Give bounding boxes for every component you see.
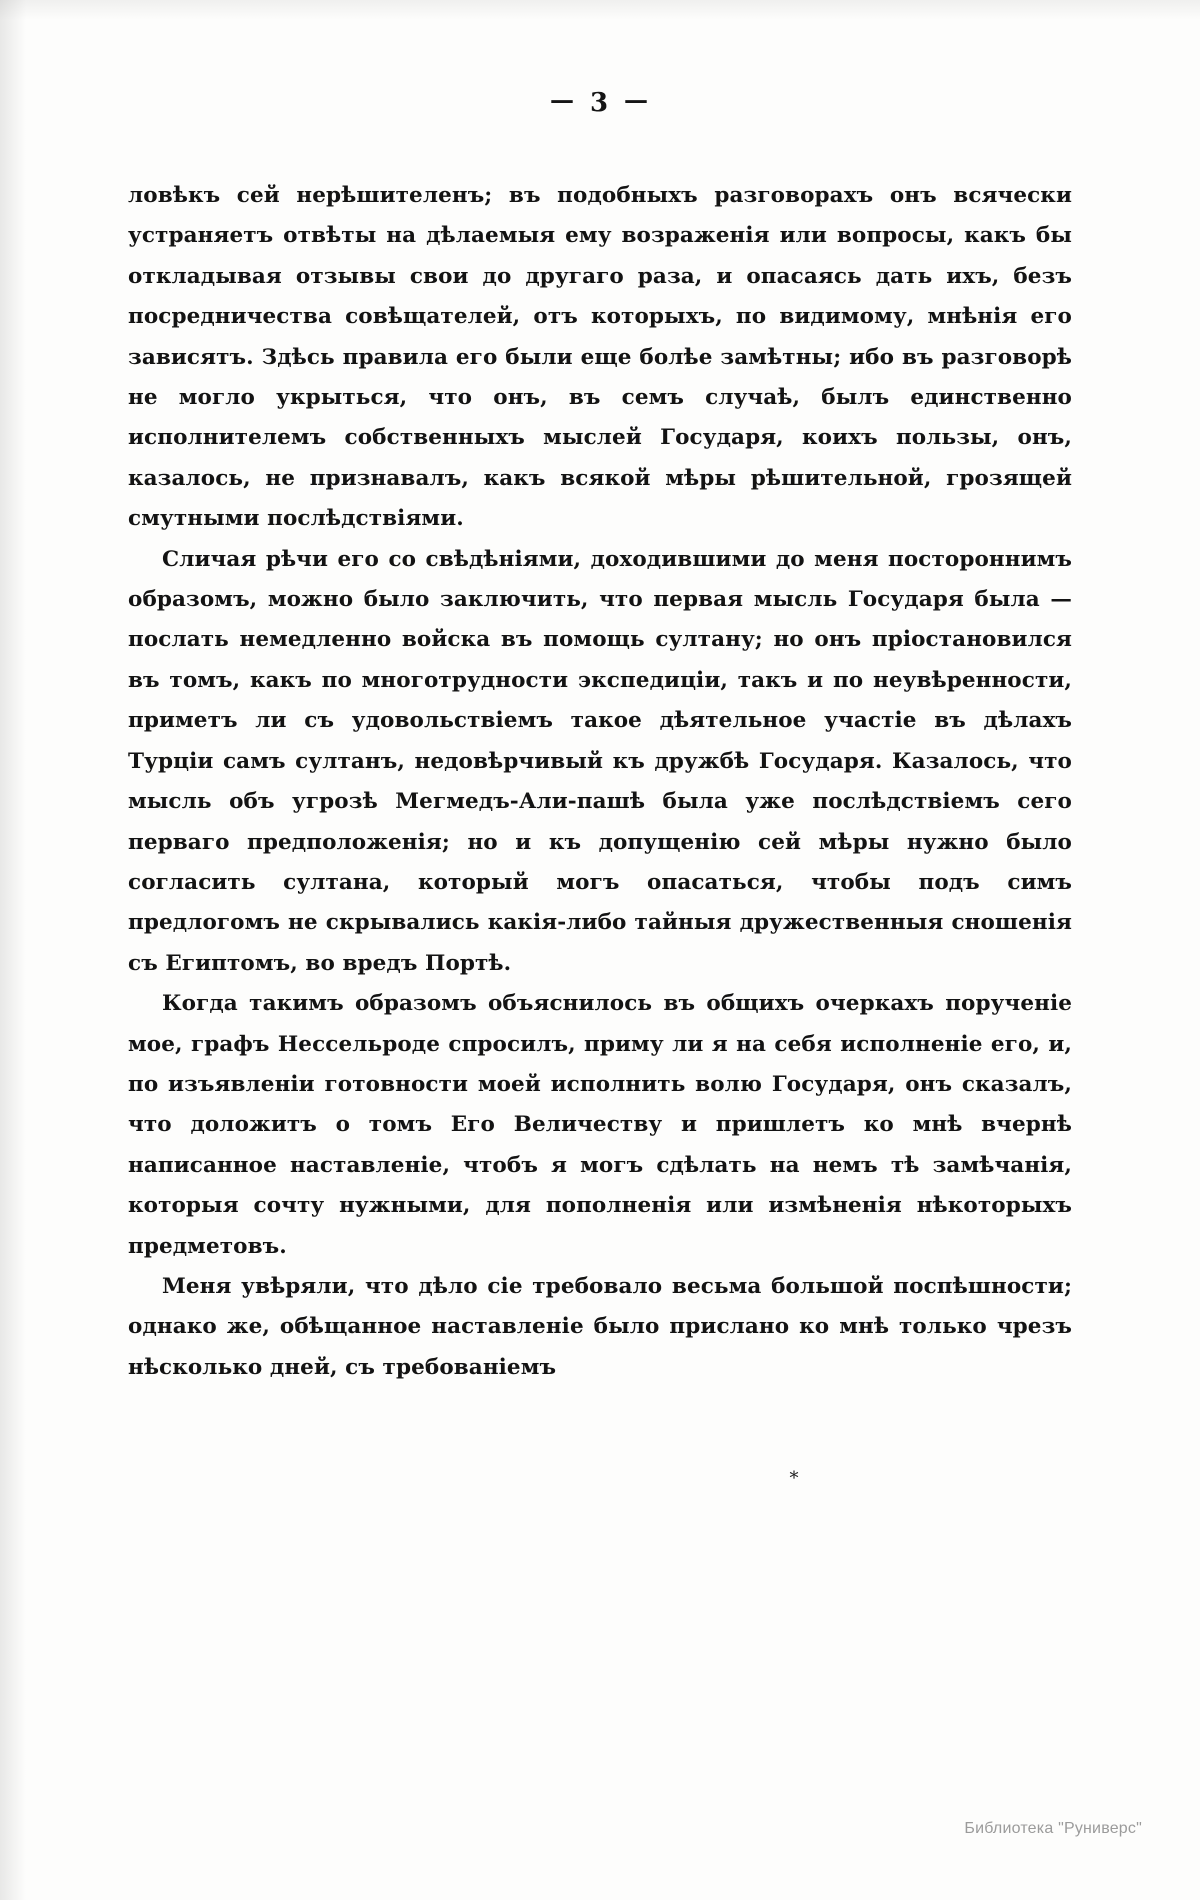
scan-edge-shadow-top: [0, 0, 1200, 20]
footnote-asterisk-glyph: *: [789, 1468, 799, 1489]
footnote-asterisk: [0, 1468, 1200, 1489]
header-dash-left: —: [549, 85, 576, 114]
paragraph-1: ловѣкъ сей нерѣшителенъ; въ подобныхъ разговорахъ онъ всячески устраняетъ отвѣты на дѣлаемыя ему возраженія или вопросы, какъ бы откладывая отзывы свои до другаго раза, и опасаясь дать ихъ, безъ посредничества совѣщателей, отъ которыхъ, по видимому, мнѣнія его зависятъ. Здѣсь правила его были еще болѣе замѣтны; ибо въ разговорѣ не могло укрыться, что онъ, въ семъ случаѣ, былъ единственно исполнителемъ собственныхъ мыслей Государя, коихъ пользы, онъ, казалось, не признавалъ, какъ всякой мѣры рѣшительной, грозящей смутными послѣдствіями.: [128, 183, 1072, 532]
paragraph-2: Сличая рѣчи его со свѣдѣніями, доходившими до меня постороннимъ образомъ, можно было заключить, что первая мысль Государя была — послать немедленно войска въ помощь султану; но онъ пріостановился въ томъ, какъ по многотрудности экспедиціи, такъ и по неувѣренности, приметъ ли съ удовольствіемъ такое дѣятельное участіе въ дѣлахъ Турціи самъ султанъ, недовѣрчивый къ дружбѣ Государя. Казалось, что мысль объ угрозѣ Мегмедъ-Али-пашѣ была уже послѣдствіемъ сего перваго предположенія; но и къ допущенію сей мѣры нужно было согласить султана, который могъ опасаться, чтобы подъ симъ предлогомъ не скрывались какія-либо тайныя дружественныя сношенія съ Египтомъ, во вредъ Портѣ.: [128, 546, 1072, 976]
paragraph-4: Меня увѣряли, что дѣло сіе требовало весьма большой поспѣшности; однако же, обѣщанное наставленіе было прислано ко мнѣ только чрезъ нѣсколько дней, съ требованіемъ: [128, 1273, 1072, 1380]
page-number: 3: [589, 88, 611, 118]
header-dash-right: —: [624, 85, 651, 114]
library-watermark: Библиотека "Руниверс": [964, 1820, 1142, 1837]
page-header: [0, 85, 1200, 118]
paragraph-3: Когда такимъ образомъ объяснилось въ общихъ очеркахъ порученіе мое, графъ Нессельроде спросилъ, приму ли я на себя исполненіе его, и, по изъявленіи готовности моей исполнить волю Государя, онъ сказалъ, что доложитъ о томъ Его Величеству и пришлетъ ко мнѣ вчернѣ написанное наставленіе, чтобъ я могъ сдѣлать на немъ тѣ замѣчанія, которыя сочту нужными, для пополненія или измѣненія нѣкоторыхъ предметовъ.: [128, 991, 1072, 1259]
body-text: [128, 176, 1072, 1388]
scan-edge-shadow-left: [0, 0, 26, 1900]
